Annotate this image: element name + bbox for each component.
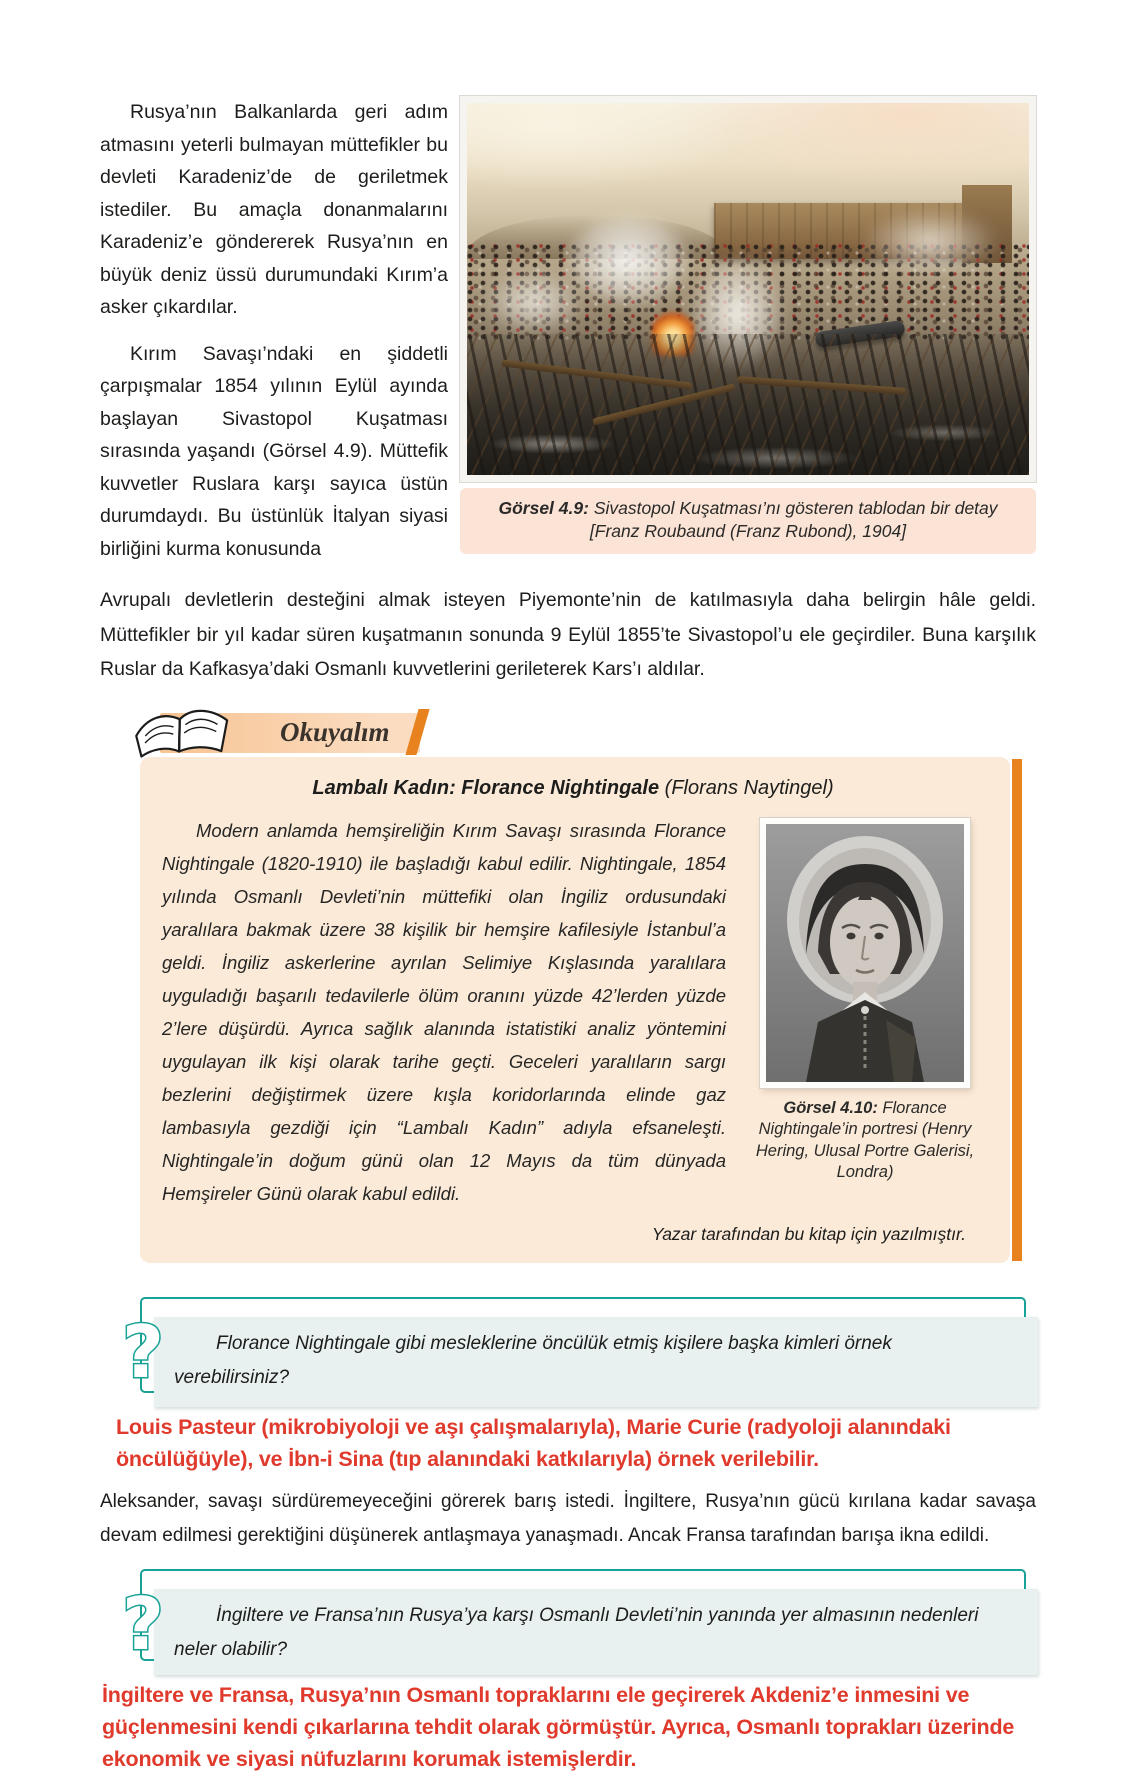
intro-section <box>100 96 1036 579</box>
answer-text: Louis Pasteur (mikrobiyoloji ve aşı çalışmalarıyla), Marie Curie (radyoloji alanındaki öncülüğüyle), ve İbn-i Sina (tıp alanındaki katkılarıyla) örnek verilebilir. <box>116 1414 951 1471</box>
paragraph: Aleksander, savaşı sürdüremeyeceğini görerek barış istedi. İngiltere, Rusya’nın gücü kırılana kadar savaşa devam edilmesi gerektiğini düşünerek antlaşmaya yanaşmadı. Ancak Fransa tarafından barışa ikna edildi. <box>100 1490 1036 1546</box>
answer-1 <box>116 1411 1036 1475</box>
portrait-figure <box>746 818 984 1184</box>
paragraph: Kırım Savaşı’ndaki en şiddetli çarpışmalar 1854 yılının Eylül ayında başlayan Sivastopol Kuşatması sırasında yaşandı (Görsel 4.9). Müttefik kuvvetler Ruslara karşı sayıca üstün durumdaydı. Bu üstünlük İtalyan siyasi birliğini kurma konusunda <box>100 342 448 560</box>
answer-text: İngiltere ve Fransa, Rusya’nın Osmanlı topraklarını ele geçirerek Akdeniz’e inmesini ve güçlenmesini kendi çıkarlarına tehdit olarak görmüştür. Ayrıca, Osmanlı toprakları üzerinde ekonomik ve siyasi nüfuzlarını korumak istemişlerdir. <box>102 1682 1015 1771</box>
peace-paragraph <box>100 1485 1036 1553</box>
figure-credit: [Franz Roubaund (Franz Rubond), 1904] <box>589 521 907 541</box>
reading-box <box>140 757 1010 1263</box>
portrait-caption <box>746 1098 984 1184</box>
question-block-2 <box>114 1569 1036 1669</box>
figure-caption-text: Florance Nightingale’in portresi (Henry Hering, Ulusal Portre Galerisi, Londra) <box>755 1098 975 1181</box>
smoke-plume <box>568 215 688 305</box>
reading-attribution: Yazar tarafından bu kitap için yazılmıştır. <box>651 1223 966 1244</box>
answer-2 <box>102 1679 1036 1775</box>
figure-label: Görsel 4.10: <box>783 1098 878 1117</box>
intro-text-column <box>100 96 448 579</box>
painting-foreground-debris <box>467 334 1029 475</box>
figure-caption-text: Sivastopol Kuşatması’nı gösteren tablodan bir detay <box>593 498 998 518</box>
question-text: İngiltere ve Fransa’nın Rusya’ya karşı Osmanlı Devleti’nin yanında yer almasının nedenleri neler olabilir? <box>174 1604 979 1660</box>
smoke-plume <box>860 207 1000 277</box>
reading-title <box>162 777 984 800</box>
page-content <box>100 96 1036 1775</box>
question-mark-icon <box>114 1583 172 1672</box>
nightingale-portrait <box>766 824 964 1082</box>
svg-text:?: ? <box>122 1582 164 1666</box>
battle-figure-caption <box>460 488 1036 554</box>
reading-body-text: Modern anlamda hemşireliğin Kırım Savaşı sırasında Florance Nightingale (1820-1910) ile başladığı kabul edilir. Nightingale, 1854 yılında Osmanlı Devleti’nin müttefiki olan İngiliz ordusundaki yaralılara bakmak üzere 38 kişilik bir hemşire kafilesiyle İstanbul’a geldi. İngiliz askerlerine ayrılan Selimiye Kışlasında yaralılara uyguladığı başarılı tedavilerle ölüm oranını yüzde 42’lerden yüzde 2’lere düşürdü. Ayrıca sağlık alanında istatistiki analiz yöntemini uygulayan ilk kişi olarak tarihe geçti. Geceleri yaralıların sargı bezlerini değiştirmek üzere kışla koridorlarında elinde gaz lambasıyla gezdiği için “Lambalı Kadın” adıyla efsaneleşti. Nightingale’in doğum günü olan 12 Mayıs da tüm dünyada Hemşireler Günü olarak kabul edildi. <box>162 819 726 1204</box>
battle-figure <box>460 96 1036 554</box>
smoke-plume <box>478 267 588 337</box>
reading-box-accent-bar <box>1012 759 1022 1261</box>
figure-label: Görsel 4.9: <box>498 498 589 518</box>
battle-painting <box>467 103 1029 475</box>
question-text: Florance Nightingale gibi mesleklerine öncülük etmiş kişilere başka kimleri örnek verebilirsiniz? <box>174 1332 892 1388</box>
battle-painting-frame <box>460 96 1036 482</box>
reading-title-main: Lambalı Kadın: Florance Nightingale <box>312 776 660 799</box>
svg-text:?: ? <box>122 1310 164 1394</box>
reading-title-pronunciation: (Florans Naytingel) <box>664 776 834 799</box>
reading-header <box>100 705 1036 757</box>
question-box <box>154 1589 1038 1675</box>
intro-continuation <box>100 583 1036 687</box>
question-box <box>154 1317 1038 1407</box>
paragraph: Rusya’nın Balkanlarda geri adım atmasını yeterli bulmayan müttefikler bu devleti Karadeniz’de de geriletmek istediler. Bu amaçla donanmalarını Karadeniz’e göndererek Rusya’nın en büyük deniz üssü durumundaki Kırım’a asker çıkardılar. <box>100 101 448 318</box>
question-mark-icon <box>114 1311 172 1400</box>
paragraph: Avrupalı devletlerin desteğini almak isteyen Piyemonte’nin de katılmasıyla daha belirgin hâle geldi. Müttefikler bir yıl kadar süren kuşatmanın sonunda 9 Eylül 1855’te Sivastopol’u ele geçirdiler. Buna karşılık Ruslar da Kafkasya’daki Osmanlı kuvvetlerini gerileterek Kars’ı aldılar. <box>100 589 1036 680</box>
reading-banner-label: Okuyalım <box>280 717 390 747</box>
portrait-frame <box>760 818 970 1088</box>
question-block-1 <box>114 1297 1036 1401</box>
